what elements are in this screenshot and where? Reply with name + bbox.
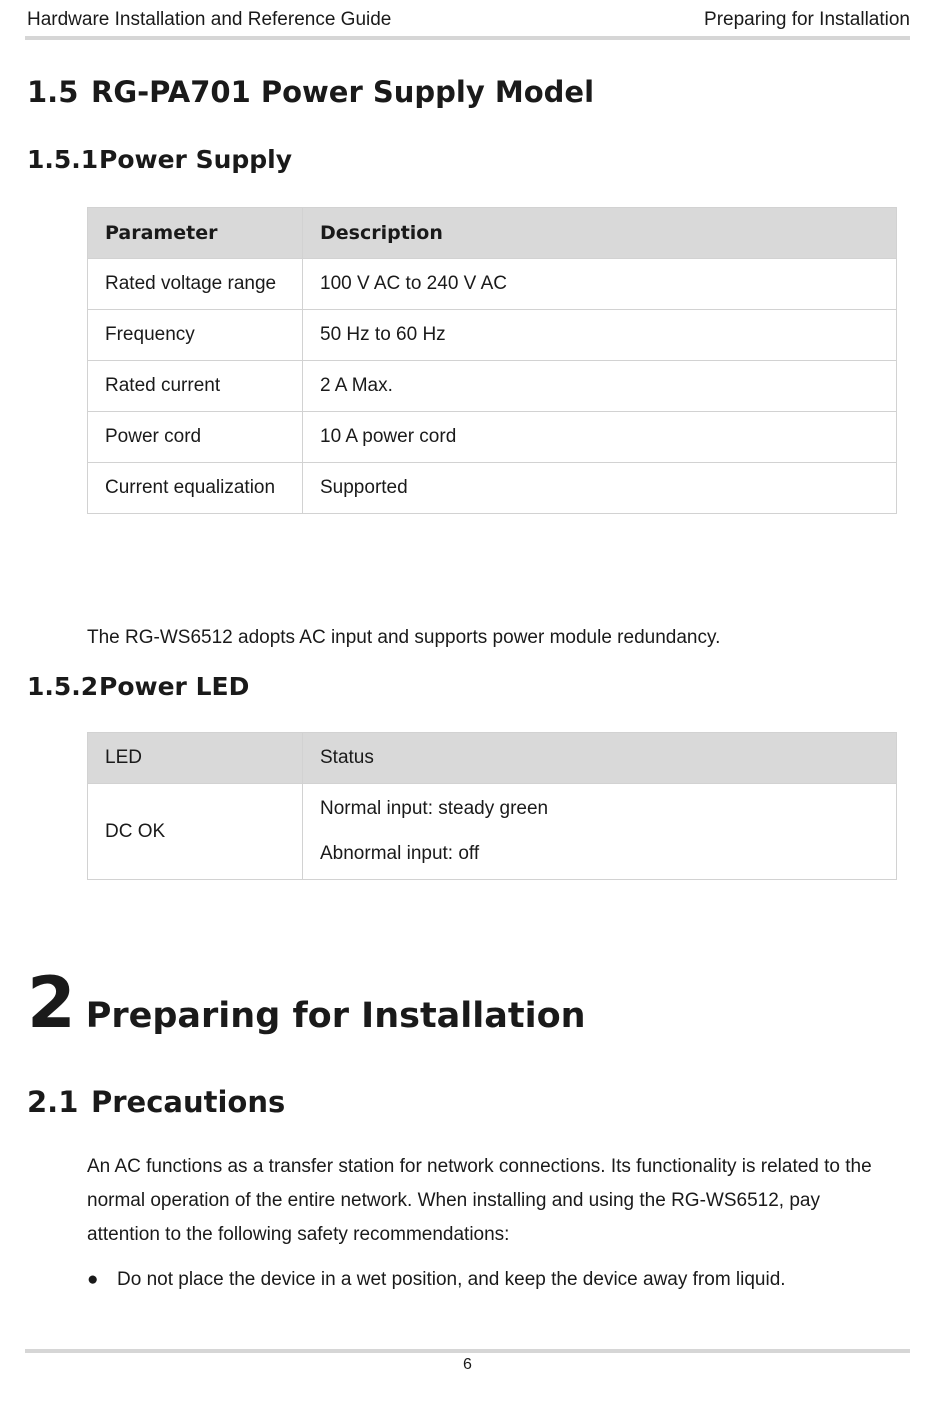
table-row [88, 361, 897, 412]
bullet-icon: ● [87, 1269, 99, 1290]
table-header-cell: LED [88, 733, 303, 784]
page-number: 6 [463, 1356, 472, 1373]
table-cell [303, 784, 897, 880]
footer-divider [25, 1349, 910, 1353]
table-header-cell: Parameter [88, 208, 303, 259]
header-chapter-title: Preparing for Installation [704, 9, 910, 30]
section-heading-1-5-1 [27, 145, 292, 174]
section-number: 2.1 [27, 1085, 79, 1119]
table-row [88, 259, 897, 310]
table-cell: Frequency [88, 310, 303, 361]
section-heading-1-5 [27, 75, 594, 109]
table-header-cell: Description [303, 208, 897, 259]
power-supply-table [87, 207, 897, 514]
table-cell: 2 A Max. [303, 361, 897, 412]
table-cell: Current equalization [88, 463, 303, 514]
table-cell: 50 Hz to 60 Hz [303, 310, 897, 361]
section-title: Precautions [91, 1085, 286, 1119]
chapter-title: Preparing for Installation [85, 996, 586, 1036]
section-number: 1.5.2 [27, 672, 99, 701]
section-title: RG-PA701 Power Supply Model [91, 75, 595, 109]
table-cell: Power cord [88, 412, 303, 463]
section-heading-2-1 [27, 1085, 285, 1119]
power-note: The RG-WS6512 adopts AC input and supports power module redundancy. [87, 627, 721, 648]
status-line: Normal input: steady green [320, 798, 549, 819]
header-doc-title: Hardware Installation and Reference Guide [27, 9, 392, 30]
section-title: Power Supply [99, 145, 293, 174]
section-heading-1-5-2 [27, 672, 249, 701]
table-cell: Rated voltage range [88, 259, 303, 310]
table-row [88, 784, 897, 880]
status-line: Abnormal input: off [320, 843, 480, 864]
table-row [88, 463, 897, 514]
table-header-row [88, 733, 897, 784]
power-led-table [87, 732, 897, 880]
table-row [88, 412, 897, 463]
section-number: 1.5 [27, 75, 79, 109]
table-header-cell: Status [303, 733, 897, 784]
list-item-text: Do not place the device in a wet position, and keep the device away from liquid. [117, 1269, 786, 1290]
section-title: Power LED [99, 672, 250, 701]
table-cell: Rated current [88, 361, 303, 412]
chapter-heading [27, 962, 586, 1044]
list-item [87, 1263, 786, 1297]
table-header-row [88, 208, 897, 259]
header-divider [25, 36, 910, 40]
chapter-number: 2 [27, 962, 76, 1044]
table-cell: DC OK [88, 784, 303, 880]
table-row [88, 310, 897, 361]
table-cell: 100 V AC to 240 V AC [303, 259, 897, 310]
table-cell: Supported [303, 463, 897, 514]
table-cell: 10 A power cord [303, 412, 897, 463]
page-header [27, 9, 910, 33]
precautions-intro: An AC functions as a transfer station for network connections. Its functionality is related to the normal operation of the entire network. When installing and using the RG-WS6512, pay attention to the following safety recommendations: [87, 1156, 872, 1245]
section-number: 1.5.1 [27, 145, 99, 174]
